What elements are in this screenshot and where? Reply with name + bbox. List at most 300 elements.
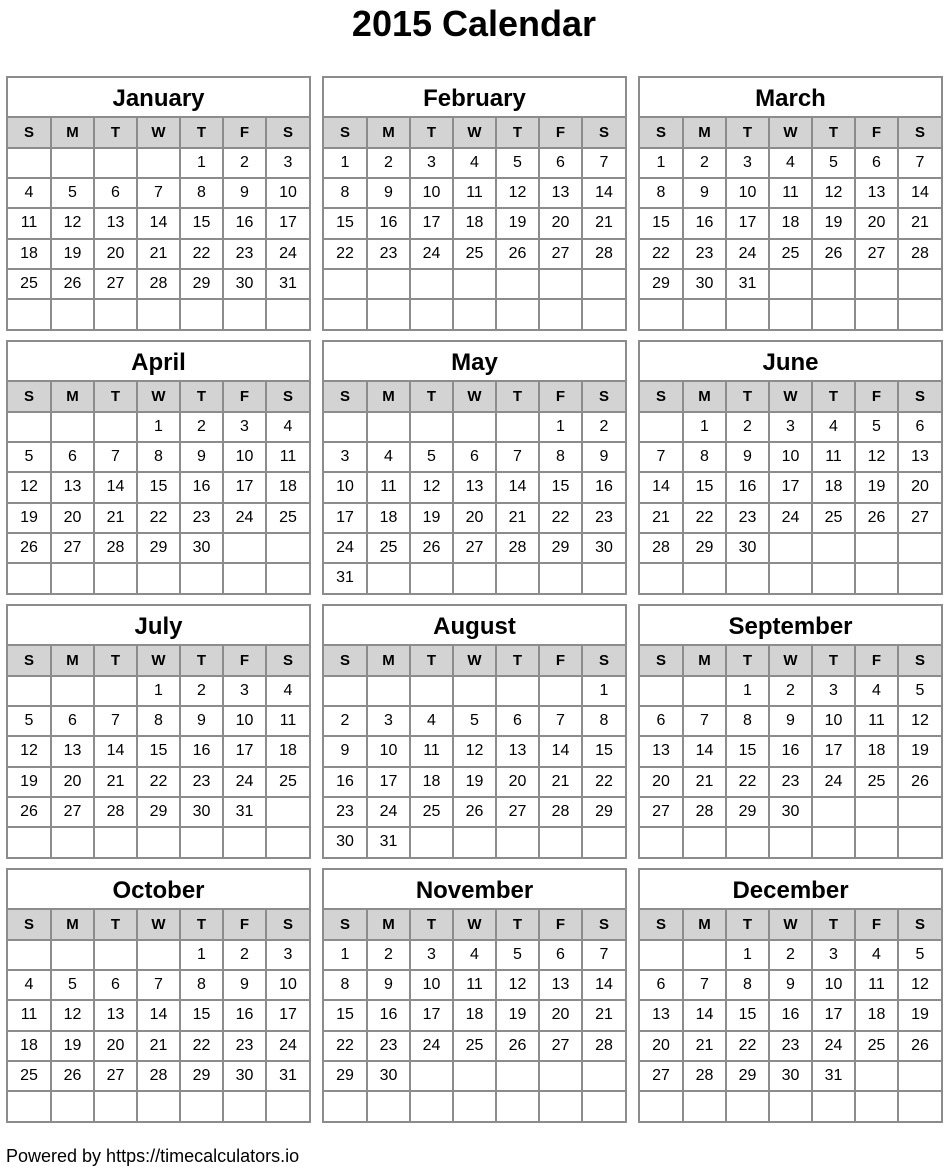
weekday-header: W [769, 646, 812, 676]
day-cell: 1 [640, 148, 683, 178]
day-cell: 13 [855, 178, 898, 208]
week-row [640, 970, 941, 1000]
week-row [640, 827, 941, 857]
day-cell: 6 [898, 412, 941, 442]
day-cell: 28 [582, 239, 625, 269]
day-cell: 29 [726, 1061, 769, 1091]
month-february [322, 76, 627, 331]
day-cell: 30 [367, 1061, 410, 1091]
weekday-header: S [8, 382, 51, 412]
week-row [640, 442, 941, 472]
day-cell: 7 [640, 442, 683, 472]
week-row [324, 827, 625, 857]
day-cell: 31 [812, 1061, 855, 1091]
day-cell: 1 [539, 412, 582, 442]
weekday-header: F [855, 118, 898, 148]
day-cell [855, 827, 898, 857]
day-cell: 2 [180, 676, 223, 706]
day-cell [223, 827, 266, 857]
weekday-header: W [137, 118, 180, 148]
weekday-header-row [640, 646, 941, 676]
day-cell: 30 [726, 533, 769, 563]
day-cell: 5 [8, 706, 51, 736]
day-cell [683, 563, 726, 593]
day-cell: 21 [683, 767, 726, 797]
day-cell: 9 [769, 706, 812, 736]
day-cell: 28 [539, 797, 582, 827]
week-row [324, 767, 625, 797]
day-cell [539, 827, 582, 857]
weekday-header: W [769, 118, 812, 148]
day-cell [640, 940, 683, 970]
day-cell: 19 [855, 472, 898, 502]
day-cell [453, 563, 496, 593]
weekday-header-row [8, 910, 309, 940]
day-cell: 22 [726, 767, 769, 797]
weekday-header: F [855, 382, 898, 412]
week-row [640, 533, 941, 563]
day-cell [266, 299, 309, 329]
month-january [6, 76, 311, 331]
day-cell: 23 [324, 797, 367, 827]
day-cell: 21 [898, 208, 941, 238]
weekday-header: S [640, 646, 683, 676]
day-cell: 17 [812, 736, 855, 766]
day-cell: 23 [726, 503, 769, 533]
month-november [322, 868, 627, 1123]
day-cell: 17 [769, 472, 812, 502]
day-cell [137, 148, 180, 178]
day-cell: 26 [8, 797, 51, 827]
day-cell: 31 [324, 563, 367, 593]
day-cell: 28 [94, 533, 137, 563]
day-cell: 4 [8, 178, 51, 208]
week-row [324, 676, 625, 706]
day-cell: 27 [539, 239, 582, 269]
day-cell: 3 [410, 148, 453, 178]
week-row [8, 1031, 309, 1061]
weekday-header: W [137, 646, 180, 676]
week-row [640, 940, 941, 970]
week-row [324, 706, 625, 736]
day-cell: 28 [683, 1061, 726, 1091]
day-cell: 23 [180, 503, 223, 533]
week-row [640, 797, 941, 827]
day-cell: 5 [898, 940, 941, 970]
weekday-header: T [726, 646, 769, 676]
day-cell [8, 299, 51, 329]
day-cell [180, 827, 223, 857]
day-cell [855, 1091, 898, 1121]
day-cell: 23 [180, 767, 223, 797]
week-row [324, 797, 625, 827]
day-cell: 3 [266, 148, 309, 178]
day-cell [453, 1091, 496, 1121]
day-cell [855, 533, 898, 563]
weekday-header: M [51, 646, 94, 676]
day-cell: 28 [582, 1031, 625, 1061]
week-row [640, 178, 941, 208]
day-cell [855, 797, 898, 827]
day-cell: 18 [410, 767, 453, 797]
month-name: May [324, 342, 625, 382]
day-cell: 13 [51, 736, 94, 766]
week-row [8, 239, 309, 269]
weekday-header: F [223, 382, 266, 412]
day-cell: 18 [453, 208, 496, 238]
day-cell: 8 [539, 442, 582, 472]
day-cell: 18 [367, 503, 410, 533]
week-row [324, 1061, 625, 1091]
day-cell: 15 [539, 472, 582, 502]
day-cell: 30 [683, 269, 726, 299]
day-cell: 21 [137, 1031, 180, 1061]
weekday-header: M [51, 118, 94, 148]
day-cell: 24 [726, 239, 769, 269]
day-cell [266, 797, 309, 827]
week-row [324, 1091, 625, 1121]
day-cell [539, 1091, 582, 1121]
day-cell: 7 [683, 706, 726, 736]
day-cell: 22 [539, 503, 582, 533]
day-cell: 15 [180, 208, 223, 238]
week-row [324, 412, 625, 442]
day-cell [8, 676, 51, 706]
weekday-header: T [180, 910, 223, 940]
month-august [322, 604, 627, 859]
month-june [638, 340, 943, 595]
day-cell: 2 [683, 148, 726, 178]
day-cell: 30 [223, 269, 266, 299]
day-cell: 18 [266, 736, 309, 766]
day-cell [94, 299, 137, 329]
day-cell [683, 676, 726, 706]
day-cell [453, 676, 496, 706]
day-cell [898, 299, 941, 329]
day-cell: 26 [453, 797, 496, 827]
day-cell: 7 [683, 970, 726, 1000]
day-cell: 20 [640, 767, 683, 797]
week-row [640, 239, 941, 269]
day-cell [855, 269, 898, 299]
day-cell: 1 [683, 412, 726, 442]
day-cell [410, 412, 453, 442]
day-cell [410, 563, 453, 593]
day-cell: 24 [410, 239, 453, 269]
week-row [324, 1031, 625, 1061]
day-cell: 22 [324, 239, 367, 269]
month-days-table [8, 382, 309, 593]
day-cell [898, 533, 941, 563]
day-cell [453, 412, 496, 442]
day-cell: 25 [8, 269, 51, 299]
day-cell [51, 299, 94, 329]
day-cell: 13 [496, 736, 539, 766]
day-cell: 29 [137, 797, 180, 827]
weekday-header: S [8, 646, 51, 676]
day-cell: 5 [812, 148, 855, 178]
day-cell [410, 1091, 453, 1121]
day-cell: 29 [137, 533, 180, 563]
week-row [640, 208, 941, 238]
day-cell: 9 [769, 970, 812, 1000]
day-cell [137, 1091, 180, 1121]
weekday-header: F [855, 646, 898, 676]
day-cell [453, 827, 496, 857]
day-cell [8, 1091, 51, 1121]
day-cell [266, 563, 309, 593]
day-cell: 15 [726, 1000, 769, 1030]
day-cell: 8 [582, 706, 625, 736]
day-cell: 15 [640, 208, 683, 238]
month-name: July [8, 606, 309, 646]
weekday-header: S [898, 910, 941, 940]
week-row [640, 1091, 941, 1121]
day-cell: 17 [410, 1000, 453, 1030]
day-cell: 9 [367, 178, 410, 208]
day-cell [640, 827, 683, 857]
day-cell [94, 940, 137, 970]
day-cell: 23 [367, 1031, 410, 1061]
weekday-header: T [410, 118, 453, 148]
day-cell [453, 299, 496, 329]
day-cell: 8 [180, 970, 223, 1000]
day-cell: 26 [51, 269, 94, 299]
day-cell: 21 [582, 1000, 625, 1030]
day-cell: 8 [324, 178, 367, 208]
day-cell [8, 563, 51, 593]
month-days-table [324, 382, 625, 593]
day-cell [137, 299, 180, 329]
day-cell: 6 [496, 706, 539, 736]
day-cell [367, 563, 410, 593]
day-cell [812, 827, 855, 857]
day-cell [855, 563, 898, 593]
weekday-header: T [812, 646, 855, 676]
day-cell: 14 [640, 472, 683, 502]
day-cell [367, 676, 410, 706]
week-row [8, 208, 309, 238]
day-cell [496, 269, 539, 299]
day-cell: 23 [769, 767, 812, 797]
day-cell: 30 [223, 1061, 266, 1091]
week-row [8, 1091, 309, 1121]
day-cell: 3 [223, 676, 266, 706]
day-cell [51, 412, 94, 442]
day-cell: 2 [582, 412, 625, 442]
day-cell: 25 [453, 239, 496, 269]
day-cell [582, 1091, 625, 1121]
weekday-header: M [683, 382, 726, 412]
weekday-header: T [726, 118, 769, 148]
day-cell: 29 [726, 797, 769, 827]
week-row [640, 299, 941, 329]
day-cell: 17 [324, 503, 367, 533]
weekday-header-row [8, 646, 309, 676]
week-row [8, 563, 309, 593]
month-july [6, 604, 311, 859]
day-cell: 11 [812, 442, 855, 472]
day-cell: 27 [51, 797, 94, 827]
day-cell: 25 [855, 1031, 898, 1061]
day-cell: 13 [640, 736, 683, 766]
day-cell: 6 [539, 940, 582, 970]
weekday-header: S [640, 910, 683, 940]
week-row [640, 563, 941, 593]
day-cell [812, 533, 855, 563]
day-cell: 19 [51, 239, 94, 269]
day-cell: 17 [367, 767, 410, 797]
day-cell: 9 [180, 706, 223, 736]
day-cell: 14 [683, 1000, 726, 1030]
day-cell: 28 [137, 269, 180, 299]
day-cell: 14 [496, 472, 539, 502]
weekday-header: S [266, 910, 309, 940]
day-cell: 19 [8, 767, 51, 797]
day-cell [410, 827, 453, 857]
day-cell: 26 [410, 533, 453, 563]
day-cell: 24 [324, 533, 367, 563]
week-row [8, 503, 309, 533]
day-cell [180, 563, 223, 593]
day-cell: 29 [180, 1061, 223, 1091]
day-cell: 5 [8, 442, 51, 472]
day-cell: 12 [898, 706, 941, 736]
day-cell [582, 1061, 625, 1091]
week-row [324, 1000, 625, 1030]
weekday-header: S [898, 118, 941, 148]
day-cell: 16 [367, 208, 410, 238]
weekday-header: T [496, 646, 539, 676]
day-cell [367, 299, 410, 329]
day-cell: 1 [582, 676, 625, 706]
day-cell: 29 [683, 533, 726, 563]
day-cell [410, 299, 453, 329]
day-cell: 26 [496, 239, 539, 269]
day-cell: 1 [137, 412, 180, 442]
day-cell: 22 [180, 239, 223, 269]
day-cell: 4 [769, 148, 812, 178]
week-row [8, 827, 309, 857]
day-cell: 26 [812, 239, 855, 269]
day-cell: 20 [898, 472, 941, 502]
day-cell [683, 940, 726, 970]
day-cell: 13 [539, 178, 582, 208]
day-cell: 19 [453, 767, 496, 797]
day-cell [180, 299, 223, 329]
day-cell: 4 [266, 676, 309, 706]
day-cell: 5 [453, 706, 496, 736]
day-cell [812, 797, 855, 827]
day-cell: 16 [180, 472, 223, 502]
day-cell [640, 563, 683, 593]
day-cell: 30 [769, 1061, 812, 1091]
week-row [324, 299, 625, 329]
day-cell [769, 533, 812, 563]
day-cell: 7 [539, 706, 582, 736]
day-cell [769, 827, 812, 857]
day-cell: 25 [453, 1031, 496, 1061]
day-cell [410, 1061, 453, 1091]
day-cell: 1 [324, 940, 367, 970]
day-cell [367, 1091, 410, 1121]
weekday-header: S [582, 646, 625, 676]
weekday-header: M [367, 646, 410, 676]
day-cell: 14 [137, 1000, 180, 1030]
day-cell: 18 [266, 472, 309, 502]
day-cell [539, 563, 582, 593]
day-cell: 6 [640, 706, 683, 736]
footer-credit[interactable]: Powered by https://timecalculators.io [6, 1146, 300, 1166]
day-cell: 31 [266, 269, 309, 299]
day-cell: 15 [683, 472, 726, 502]
day-cell: 14 [137, 208, 180, 238]
day-cell: 6 [855, 148, 898, 178]
weekday-header: S [8, 118, 51, 148]
day-cell: 11 [266, 442, 309, 472]
day-cell: 31 [726, 269, 769, 299]
day-cell: 13 [539, 970, 582, 1000]
day-cell: 22 [324, 1031, 367, 1061]
day-cell: 4 [812, 412, 855, 442]
week-row [640, 1000, 941, 1030]
week-row [640, 1061, 941, 1091]
weekday-header: F [223, 118, 266, 148]
day-cell: 15 [137, 472, 180, 502]
day-cell: 11 [8, 208, 51, 238]
day-cell [898, 1061, 941, 1091]
day-cell [812, 563, 855, 593]
weekday-header-row [640, 382, 941, 412]
weekday-header: S [324, 910, 367, 940]
day-cell: 26 [51, 1061, 94, 1091]
weekday-header: T [410, 646, 453, 676]
day-cell: 27 [94, 1061, 137, 1091]
weekday-header: T [180, 646, 223, 676]
day-cell: 29 [640, 269, 683, 299]
day-cell: 11 [855, 970, 898, 1000]
day-cell: 31 [367, 827, 410, 857]
day-cell: 31 [266, 1061, 309, 1091]
day-cell: 14 [582, 970, 625, 1000]
day-cell [812, 269, 855, 299]
day-cell [51, 676, 94, 706]
week-row [640, 1031, 941, 1061]
month-name: June [640, 342, 941, 382]
week-row [8, 676, 309, 706]
day-cell: 11 [769, 178, 812, 208]
day-cell [726, 563, 769, 593]
day-cell: 1 [137, 676, 180, 706]
day-cell: 17 [266, 1000, 309, 1030]
day-cell [582, 269, 625, 299]
weekday-header: M [51, 382, 94, 412]
day-cell: 31 [223, 797, 266, 827]
day-cell: 7 [496, 442, 539, 472]
day-cell: 15 [582, 736, 625, 766]
day-cell: 24 [410, 1031, 453, 1061]
day-cell: 28 [496, 533, 539, 563]
day-cell: 1 [180, 940, 223, 970]
week-row [324, 503, 625, 533]
weekday-header: S [582, 382, 625, 412]
day-cell [640, 412, 683, 442]
month-days-table [640, 382, 941, 593]
day-cell [367, 412, 410, 442]
day-cell: 13 [453, 472, 496, 502]
day-cell: 20 [94, 239, 137, 269]
day-cell: 20 [453, 503, 496, 533]
